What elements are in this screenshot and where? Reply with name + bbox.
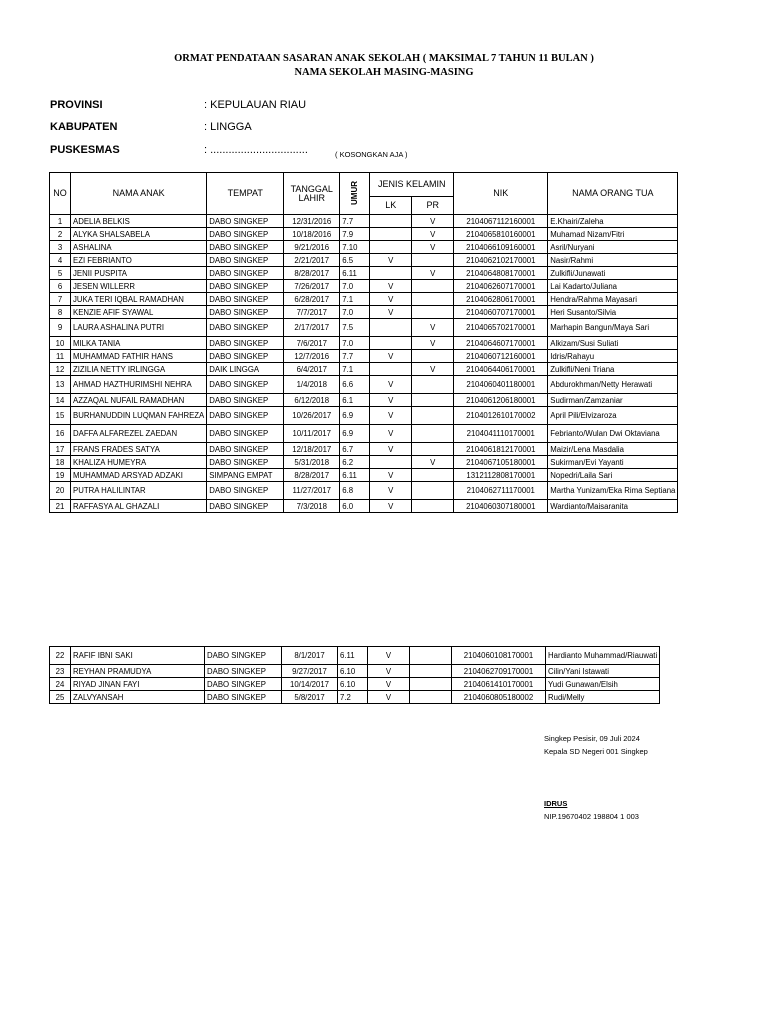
- cell-ortu: April Pili/Elvizaroza: [548, 407, 678, 425]
- cell-nik: 2104060707170001: [454, 306, 548, 319]
- cell-tempat: DABO SINGKEP: [205, 665, 282, 678]
- table-row: [50, 337, 678, 350]
- cell-umur: 7.10: [340, 241, 370, 254]
- header-tanggal-lahir: TANGGAL LAHIR: [284, 173, 340, 215]
- header-tempat: TEMPAT: [207, 173, 284, 215]
- table-row: [50, 267, 678, 280]
- cell-tgl: 7/26/2017: [284, 280, 340, 293]
- cell-pr: V: [412, 337, 454, 350]
- cell-pr: [412, 443, 454, 456]
- cell-nama: PUTRA HALILINTAR: [71, 482, 207, 500]
- table-row: [50, 254, 678, 267]
- cell-pr: [412, 469, 454, 482]
- table-row: [50, 647, 660, 665]
- cell-umur: 7.0: [340, 337, 370, 350]
- cell-nama: MUHAMMAD FATHIR HANS: [71, 350, 207, 363]
- cell-umur: 7.9: [340, 228, 370, 241]
- cell-lk: V: [368, 647, 410, 665]
- cell-tempat: DABO SINGKEP: [207, 241, 284, 254]
- cell-ortu: Nasir/Rahmi: [548, 254, 678, 267]
- cell-nik: 2104062709170001: [452, 665, 546, 678]
- cell-nama: LAURA ASHALINA PUTRI: [71, 319, 207, 337]
- cell-tgl: 6/28/2017: [284, 293, 340, 306]
- cell-lk: [370, 456, 412, 469]
- cell-umur: 6.2: [340, 456, 370, 469]
- cell-umur: 6.7: [340, 443, 370, 456]
- cell-tempat: DABO SINGKEP: [207, 215, 284, 228]
- cell-pr: V: [412, 241, 454, 254]
- table-row: [50, 394, 678, 407]
- cell-nama: RAFIF IBNI SAKI: [71, 647, 205, 665]
- cell-tempat: DABO SINGKEP: [207, 306, 284, 319]
- cell-ortu: Hendra/Rahma Mayasari: [548, 293, 678, 306]
- cell-ortu: Zulkifli/Neni Triana: [548, 363, 678, 376]
- cell-umur: 6.11: [338, 647, 368, 665]
- cell-pr: V: [412, 456, 454, 469]
- cell-ortu: Muhamad Nizam/Fitri: [548, 228, 678, 241]
- cell-umur: 6.10: [338, 665, 368, 678]
- cell-nik: 2104064808170001: [454, 267, 548, 280]
- cell-ortu: Sukirman/Evi Yayanti: [548, 456, 678, 469]
- cell-nama: ASHALINA: [71, 241, 207, 254]
- cell-tgl: 10/26/2017: [284, 407, 340, 425]
- cell-tempat: DABO SINGKEP: [207, 280, 284, 293]
- table-row: [50, 363, 678, 376]
- cell-lk: [370, 241, 412, 254]
- cell-nik: 2104041110170001: [454, 425, 548, 443]
- cell-nik: 1312112808170001: [454, 469, 548, 482]
- cell-pr: [412, 376, 454, 394]
- cell-nama: EZI FEBRIANTO: [71, 254, 207, 267]
- cell-tgl: 6/12/2018: [284, 394, 340, 407]
- cell-lk: V: [370, 482, 412, 500]
- table-row: [50, 678, 660, 691]
- cell-nama: KHALIZA HUMEYRA: [71, 456, 207, 469]
- cell-tempat: DABO SINGKEP: [207, 254, 284, 267]
- cell-nik: 2104061410170001: [452, 678, 546, 691]
- table-row: [50, 306, 678, 319]
- cell-nama: JUKA TERI IQBAL RAMADHAN: [71, 293, 207, 306]
- header-umur: UMUR: [350, 180, 360, 205]
- cell-nik: 2104067112160001: [454, 215, 548, 228]
- cell-lk: [370, 215, 412, 228]
- cell-lk: [370, 267, 412, 280]
- cell-no: 10: [50, 337, 71, 350]
- cell-pr: [412, 482, 454, 500]
- cell-lk: V: [368, 678, 410, 691]
- cell-tgl: 7/3/2018: [284, 500, 340, 513]
- cell-ortu: Sudirman/Zamzaniar: [548, 394, 678, 407]
- document-subtitle: NAMA SEKOLAH MASING-MASING: [294, 67, 474, 78]
- cell-tempat: DABO SINGKEP: [205, 647, 282, 665]
- cell-nama: ALYKA SHALSABELA: [71, 228, 207, 241]
- cell-no: 23: [50, 665, 71, 678]
- provinsi-label: PROVINSI: [50, 99, 103, 111]
- cell-tgl: 9/27/2017: [282, 665, 338, 678]
- cell-lk: V: [370, 469, 412, 482]
- cell-tgl: 10/18/2016: [284, 228, 340, 241]
- cell-lk: V: [370, 394, 412, 407]
- cell-ortu: Zulkifli/Junawati: [548, 267, 678, 280]
- cell-pr: V: [412, 319, 454, 337]
- student-table-continued: [49, 646, 660, 704]
- table-row: [50, 691, 660, 704]
- cell-lk: V: [370, 407, 412, 425]
- cell-nama: RAFFASYA AL GHAZALI: [71, 500, 207, 513]
- cell-lk: V: [370, 443, 412, 456]
- cell-pr: [410, 691, 452, 704]
- cell-nama: MUHAMMAD ARSYAD ADZAKI: [71, 469, 207, 482]
- cell-nik: 2104060401180001: [454, 376, 548, 394]
- cell-tempat: DABO SINGKEP: [207, 376, 284, 394]
- cell-umur: 7.5: [340, 319, 370, 337]
- cell-lk: V: [370, 254, 412, 267]
- cell-nama: FRANS FRADES SATYA: [71, 443, 207, 456]
- cell-no: 18: [50, 456, 71, 469]
- cell-nik: 2104012610170002: [454, 407, 548, 425]
- table-row: [50, 425, 678, 443]
- cell-no: 25: [50, 691, 71, 704]
- cell-no: 7: [50, 293, 71, 306]
- document-title: ORMAT PENDATAAN SASARAN ANAK SEKOLAH ( MAKSIMAL 7 TAHUN 11 BULAN ): [174, 53, 594, 64]
- cell-nik: 2104064406170001: [454, 363, 548, 376]
- cell-no: 21: [50, 500, 71, 513]
- cell-pr: [412, 425, 454, 443]
- cell-nik: 2104066109160001: [454, 241, 548, 254]
- cell-nama: AHMAD HAZTHURIMSHI NEHRA: [71, 376, 207, 394]
- cell-pr: [412, 500, 454, 513]
- table-row: [50, 215, 678, 228]
- cell-nama: JENII PUSPITA: [71, 267, 207, 280]
- cell-umur: 6.9: [340, 407, 370, 425]
- signature-name: IDRUS: [544, 799, 568, 808]
- cell-nik: 2104062102170001: [454, 254, 548, 267]
- cell-tempat: DABO SINGKEP: [207, 482, 284, 500]
- cell-nik: 2104060712160001: [454, 350, 548, 363]
- cell-no: 8: [50, 306, 71, 319]
- cell-umur: 6.11: [340, 267, 370, 280]
- cell-no: 4: [50, 254, 71, 267]
- cell-nik: 2104060805180002: [452, 691, 546, 704]
- table-row: [50, 456, 678, 469]
- cell-ortu: Rudi/Melly: [546, 691, 660, 704]
- cell-lk: [370, 319, 412, 337]
- cell-ortu: Febrianto/Wulan Dwi Oktaviana: [548, 425, 678, 443]
- cell-nama: BURHANUDDIN LUQMAN FAHREZA: [71, 407, 207, 425]
- cell-umur: 6.9: [340, 425, 370, 443]
- cell-ortu: Abdurokhman/Netty Herawati: [548, 376, 678, 394]
- cell-tempat: DABO SINGKEP: [207, 319, 284, 337]
- cell-nama: MILKA TANIA: [71, 337, 207, 350]
- cell-tgl: 2/17/2017: [284, 319, 340, 337]
- cell-tempat: SIMPANG EMPAT: [207, 469, 284, 482]
- cell-lk: [370, 337, 412, 350]
- cell-no: 11: [50, 350, 71, 363]
- table-row: [50, 293, 678, 306]
- cell-pr: [410, 665, 452, 678]
- cell-no: 20: [50, 482, 71, 500]
- cell-nik: 2104064607170001: [454, 337, 548, 350]
- cell-pr: [412, 254, 454, 267]
- table-row: [50, 350, 678, 363]
- cell-ortu: Heri Susanto/Silvia: [548, 306, 678, 319]
- cell-umur: 6.0: [340, 500, 370, 513]
- cell-tempat: DABO SINGKEP: [207, 394, 284, 407]
- cell-pr: V: [412, 363, 454, 376]
- cell-nama: ADELIA BELKIS: [71, 215, 207, 228]
- cell-umur: 6.1: [340, 394, 370, 407]
- cell-lk: V: [370, 350, 412, 363]
- table-row: [50, 500, 678, 513]
- cell-lk: V: [368, 691, 410, 704]
- cell-umur: 6.6: [340, 376, 370, 394]
- cell-tempat: DABO SINGKEP: [207, 500, 284, 513]
- cell-lk: [370, 228, 412, 241]
- header-umur-cell: [340, 173, 370, 215]
- cell-ortu: Asril/Nuryani: [548, 241, 678, 254]
- cell-no: 14: [50, 394, 71, 407]
- cell-no: 15: [50, 407, 71, 425]
- cell-tgl: 9/21/2016: [284, 241, 340, 254]
- table-row: [50, 469, 678, 482]
- signature-nip: NIP.19670402 198804 1 003: [544, 812, 639, 821]
- cell-tgl: 11/27/2017: [284, 482, 340, 500]
- cell-no: 24: [50, 678, 71, 691]
- header-nik: NIK: [454, 173, 548, 215]
- cell-tempat: DABO SINGKEP: [207, 443, 284, 456]
- cell-nama: ZALVYANSAH: [71, 691, 205, 704]
- cell-no: 19: [50, 469, 71, 482]
- cell-nama: ZIZILIA NETTY IRLINGGA: [71, 363, 207, 376]
- signature-position: Kepala SD Negeri 001 Singkep: [544, 747, 648, 756]
- cell-tgl: 2/21/2017: [284, 254, 340, 267]
- cell-tempat: DABO SINGKEP: [207, 228, 284, 241]
- cell-tgl: 6/4/2017: [284, 363, 340, 376]
- cell-umur: 7.7: [340, 215, 370, 228]
- cell-no: 12: [50, 363, 71, 376]
- cell-umur: 6.5: [340, 254, 370, 267]
- cell-umur: 7.2: [338, 691, 368, 704]
- cell-tgl: 5/31/2018: [284, 456, 340, 469]
- cell-lk: V: [370, 376, 412, 394]
- cell-tgl: 8/1/2017: [282, 647, 338, 665]
- cell-tgl: 7/7/2017: [284, 306, 340, 319]
- cell-tempat: DABO SINGKEP: [205, 691, 282, 704]
- cell-tgl: 12/31/2016: [284, 215, 340, 228]
- cell-nama: REYHAN PRAMUDYA: [71, 665, 205, 678]
- cell-lk: V: [370, 306, 412, 319]
- cell-tempat: DABO SINGKEP: [207, 337, 284, 350]
- cell-nik: 2104062711170001: [454, 482, 548, 500]
- cell-tgl: 12/7/2016: [284, 350, 340, 363]
- cell-nik: 2104062806170001: [454, 293, 548, 306]
- cell-tgl: 5/8/2017: [282, 691, 338, 704]
- cell-nik: 2104067105180001: [454, 456, 548, 469]
- cell-lk: V: [370, 425, 412, 443]
- header-pr: PR: [412, 197, 454, 215]
- cell-ortu: Nopedri/Laila Sari: [548, 469, 678, 482]
- cell-pr: [412, 394, 454, 407]
- cell-tempat: DABO SINGKEP: [207, 350, 284, 363]
- puskesmas-note: ( KOSONGKAN AJA ): [335, 150, 408, 159]
- table-row: [50, 407, 678, 425]
- cell-tgl: 10/14/2017: [282, 678, 338, 691]
- cell-ortu: Cilin/Yani Istawati: [546, 665, 660, 678]
- provinsi-value: : KEPULAUAN RIAU: [204, 99, 307, 111]
- cell-pr: [412, 407, 454, 425]
- cell-ortu: Marhapin Bangun/Maya Sari: [548, 319, 678, 337]
- cell-tempat: DABO SINGKEP: [207, 425, 284, 443]
- cell-tempat: DABO SINGKEP: [205, 678, 282, 691]
- cell-ortu: Idris/Rahayu: [548, 350, 678, 363]
- cell-tgl: 7/6/2017: [284, 337, 340, 350]
- header-nama-anak: NAMA ANAK: [71, 173, 207, 215]
- cell-nik: 2104061812170001: [454, 443, 548, 456]
- cell-tempat: DABO SINGKEP: [207, 293, 284, 306]
- cell-nik: 2104065702170001: [454, 319, 548, 337]
- cell-lk: V: [370, 293, 412, 306]
- cell-lk: [370, 363, 412, 376]
- cell-no: 2: [50, 228, 71, 241]
- cell-no: 5: [50, 267, 71, 280]
- cell-nik: 2104065810160001: [454, 228, 548, 241]
- cell-ortu: Hardianto Muhammad/Riauwati: [546, 647, 660, 665]
- cell-pr: [412, 306, 454, 319]
- cell-ortu: Yudi Gunawan/Elsih: [546, 678, 660, 691]
- cell-tgl: 8/28/2017: [284, 267, 340, 280]
- cell-pr: V: [412, 228, 454, 241]
- cell-umur: 6.11: [340, 469, 370, 482]
- student-table: [49, 172, 678, 513]
- cell-pr: [410, 678, 452, 691]
- cell-nik: 2104060108170001: [452, 647, 546, 665]
- table-row: [50, 482, 678, 500]
- cell-no: 1: [50, 215, 71, 228]
- signature-place-date: Singkep Pesisir, 09 Juli 2024: [544, 734, 640, 743]
- table-row: [50, 319, 678, 337]
- cell-no: 22: [50, 647, 71, 665]
- cell-ortu: Martha Yunizam/Eka Rima Septiana: [548, 482, 678, 500]
- cell-no: 3: [50, 241, 71, 254]
- table-row: [50, 665, 660, 678]
- cell-pr: [412, 350, 454, 363]
- cell-tgl: 12/18/2017: [284, 443, 340, 456]
- cell-no: 13: [50, 376, 71, 394]
- cell-ortu: Maizir/Lena Masdalia: [548, 443, 678, 456]
- table-row: [50, 443, 678, 456]
- kabupaten-label: KABUPATEN: [50, 121, 118, 133]
- cell-nik: 2104061206180001: [454, 394, 548, 407]
- cell-lk: V: [370, 500, 412, 513]
- cell-no: 6: [50, 280, 71, 293]
- header-jenis-kelamin: JENIS KELAMIN: [370, 173, 454, 197]
- cell-no: 16: [50, 425, 71, 443]
- cell-pr: V: [412, 267, 454, 280]
- kabupaten-value: : LINGGA: [204, 121, 252, 133]
- cell-nik: 2104062607170001: [454, 280, 548, 293]
- header-no: NO: [50, 173, 71, 215]
- cell-umur: 7.1: [340, 363, 370, 376]
- puskesmas-value: : ................................: [204, 144, 308, 156]
- cell-ortu: E.Khairi/Zaleha: [548, 215, 678, 228]
- cell-tgl: 1/4/2018: [284, 376, 340, 394]
- cell-nik: 2104060307180001: [454, 500, 548, 513]
- table-row: [50, 241, 678, 254]
- cell-tempat: DABO SINGKEP: [207, 456, 284, 469]
- table-row: [50, 228, 678, 241]
- cell-pr: [410, 647, 452, 665]
- cell-ortu: Lai Kadarto/Juliana: [548, 280, 678, 293]
- cell-no: 17: [50, 443, 71, 456]
- cell-umur: 6.8: [340, 482, 370, 500]
- cell-nama: AZZAQAL NUFAIL RAMADHAN: [71, 394, 207, 407]
- cell-umur: 7.0: [340, 306, 370, 319]
- cell-ortu: Alkizam/Susi Suliati: [548, 337, 678, 350]
- cell-lk: V: [368, 665, 410, 678]
- cell-umur: 7.7: [340, 350, 370, 363]
- cell-nama: KENZIE AFIF SYAWAL: [71, 306, 207, 319]
- cell-umur: 6.10: [338, 678, 368, 691]
- header-lk: LK: [370, 197, 412, 215]
- cell-nama: JESEN WILLERR: [71, 280, 207, 293]
- cell-umur: 7.0: [340, 280, 370, 293]
- cell-no: 9: [50, 319, 71, 337]
- cell-pr: [412, 280, 454, 293]
- cell-tgl: 10/11/2017: [284, 425, 340, 443]
- cell-umur: 7.1: [340, 293, 370, 306]
- cell-nama: RIYAD JINAN FAYI: [71, 678, 205, 691]
- puskesmas-label: PUSKESMAS: [50, 144, 120, 156]
- cell-tempat: DABO SINGKEP: [207, 407, 284, 425]
- cell-nama: DAFFA ALFAREZEL ZAEDAN: [71, 425, 207, 443]
- cell-tgl: 8/28/2017: [284, 469, 340, 482]
- cell-pr: [412, 293, 454, 306]
- cell-ortu: Wardianto/Maisaranita: [548, 500, 678, 513]
- cell-tempat: DABO SINGKEP: [207, 267, 284, 280]
- cell-pr: V: [412, 215, 454, 228]
- table-row: [50, 280, 678, 293]
- cell-tempat: DAIK LINGGA: [207, 363, 284, 376]
- cell-lk: V: [370, 280, 412, 293]
- table-row: [50, 376, 678, 394]
- header-nama-orang-tua: NAMA ORANG TUA: [548, 173, 678, 215]
